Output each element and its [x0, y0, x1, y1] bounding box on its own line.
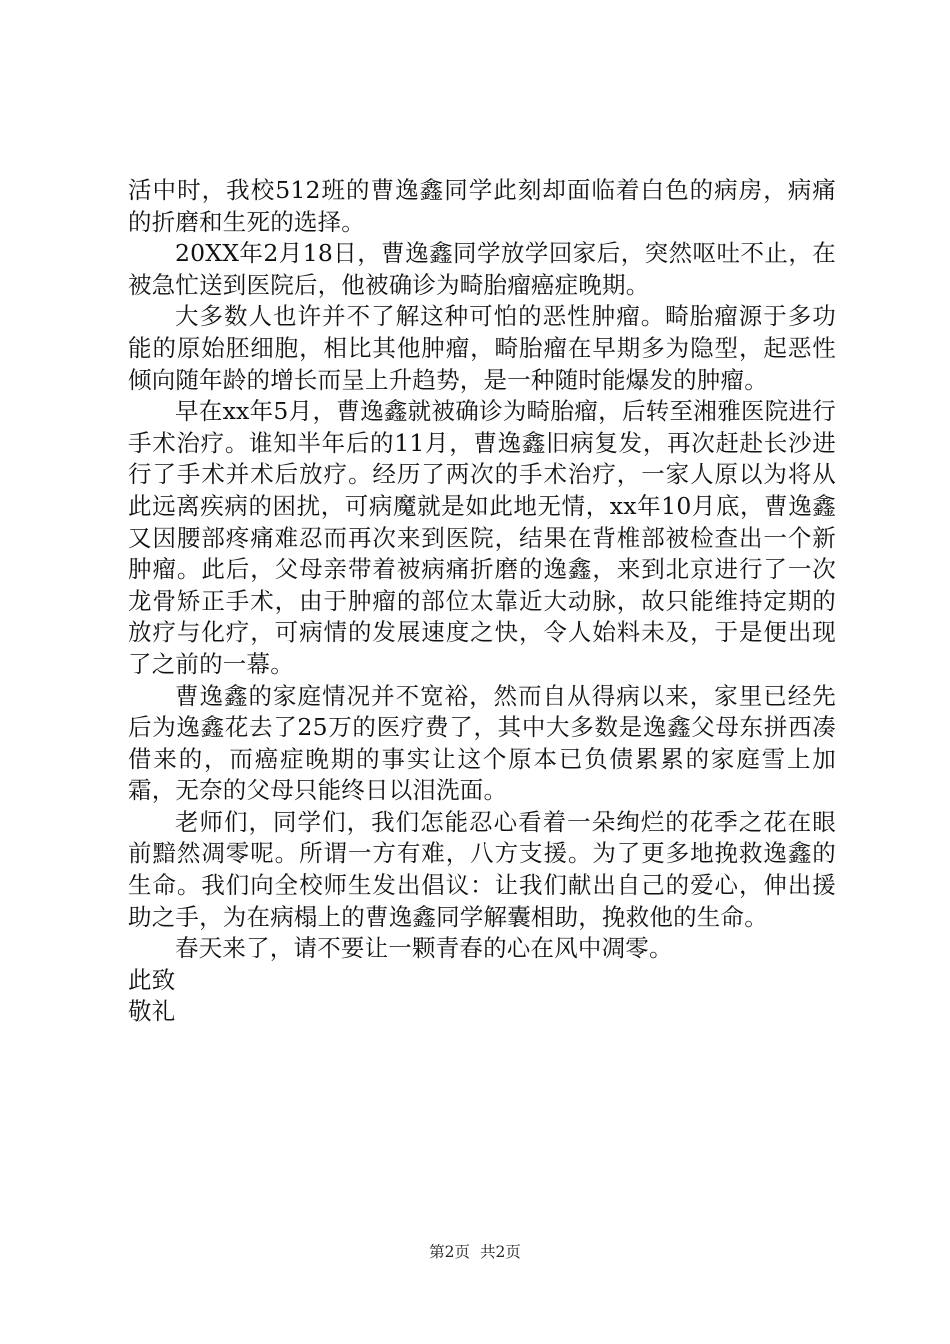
paragraph-4: 早在xx年5月，曹逸鑫就被确诊为畸胎瘤，后转至湘雅医院进行手术治疗。谁知半年后的11月，曹逸鑫旧病复发，再次赶赴长沙进行了手术并术后放疗。经历了两次的手术治疗，一家人原以为将从此远离疾病的困扰，可病魔就是如此地无情，xx年10月底，曹逸鑫又因腰部疼痛难忍而再次来到医院，结果在背椎部被检查出一个新肿瘤。此后，父母亲带着被病痛折磨的逸鑫，来到北京进行了一次龙骨矫正手术，由于肿瘤的部位太靠近大动脉，故只能维持定期的放疗与化疗，可病情的发展速度之快，令人始料未及，于是便出现了之前的一幕。: [128, 397, 836, 678]
closing-salutation: 此致: [128, 965, 176, 994]
page-footer: [0, 1242, 950, 1262]
page-number-total: 共2页: [480, 1243, 521, 1261]
paragraph-1: 活中时，我校512班的曹逸鑫同学此刻却面临着白色的病房，病痛的折磨和生死的选择。: [128, 176, 836, 236]
closing-regards: 敬礼: [128, 997, 176, 1026]
paragraph-3: 大多数人也许并不了解这种可怕的恶性肿瘤。畸胎瘤源于多功能的原始胚细胞，相比其他肿瘤，畸胎瘤在早期多为隐型，起恶性倾向随年龄的增长而呈上升趋势，是一种随时能爆发的肿瘤。: [128, 302, 836, 394]
paragraph-2: 20XX年2月18日，曹逸鑫同学放学回家后，突然呕吐不止，在被急忙送到医院后，他被确诊为畸胎瘤癌症晚期。: [128, 239, 836, 299]
paragraph-6: 老师们，同学们，我们怎能忍心看着一朵绚烂的花季之花在眼前黯然凋零呢。所谓一方有难，八方支援。为了更多地挽救逸鑫的生命。我们向全校师生发出倡议：让我们献出自己的爱心，伸出援助之手，为在病榻上的曹逸鑫同学解囊相助，挽救他的生命。: [128, 807, 836, 931]
paragraph-5: 曹逸鑫的家庭情况并不宽裕，然而自从得病以来，家里已经先后为逸鑫花去了25万的医疗费了，其中大多数是逸鑫父母东拼西凑借来的，而癌症晚期的事实让这个原本已负债累累的家庭雪上加霜，无奈的父母只能终日以泪洗面。: [128, 681, 836, 805]
document-body: [128, 175, 836, 1028]
paragraph-7: 春天来了，请不要让一颗青春的心在风中凋零。: [175, 934, 673, 963]
page-number-current: 第2页: [429, 1243, 470, 1261]
